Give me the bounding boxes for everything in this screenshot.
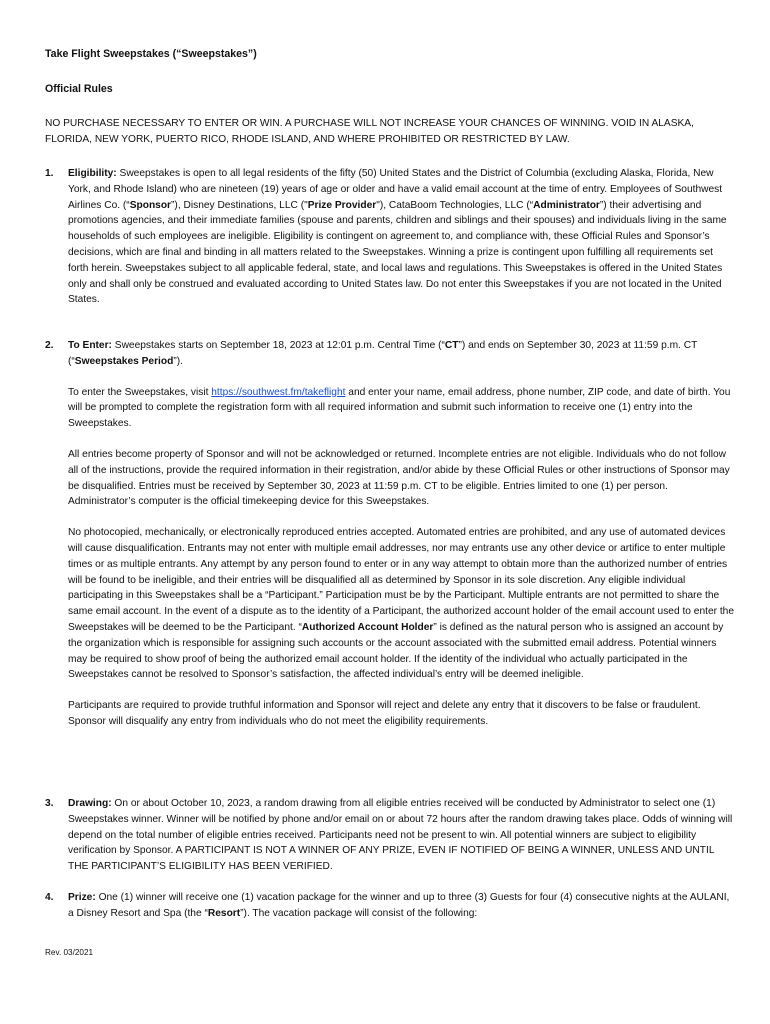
defined-term: CT <box>444 340 459 351</box>
text-run: ” is defined as the natural person who is assigned an account by the organization which is responsible for assigning such accounts or the account associated with the submitted email address. Potential winners may be required to show proof of being the authorized email account holder. If the identity of the individual who actually participated in the Sweepstakes cannot be resolved to Sponsor’s satisfaction, the affected individual’s entry will be deemed ineligible. <box>68 621 724 681</box>
section-label: Eligibility: <box>68 168 117 179</box>
text-run: To enter the Sweepstakes, visit <box>68 386 212 398</box>
text-run: and enter your name, email address, phone number, ZIP code, and date of birth. You will be prompted to complete the registration form with all required information and submit such information to receive one (1) entry into the Sweepstakes. <box>68 386 731 430</box>
text-run: "), CataBoom Technologies, LLC (“ <box>376 199 534 211</box>
text-run: ”) and ends on September 30, 2023 at 11:59 p.m. CT (“ <box>68 340 698 367</box>
section-to-enter <box>45 338 735 745</box>
text-run: ”), Disney Destinations, LLC (" <box>171 199 308 211</box>
text-run: ”) their advertising and promotions agencies, and their immediate families (spouse and parents, children and siblings and their spouses) and individuals living in the same households of such employees are ineligible. Eligibility is contingent on agreement to, and compliance with, these Official Rules and Sponsor’s decisions, which are final and binding in all matters related to the Sweepstakes. Winning a prize is contingent upon fulfilling all requirements set forth herein. Sweepstakes subject to all applicable federal, state, and local laws and regulations. This Sweepstakes is offered in the United States only and shall only be construed and evaluated according to United States law. Do not enter this Sweepstakes if you are not located in the United States. <box>68 199 727 306</box>
text-run: Sweepstakes is open to all legal residents of the fifty (50) United States and the District of Columbia (excluding Alaska, Florida, New York, and Rhode Island) who are nineteen (19) years of age or older and have a valid email account at the time of entry. Employees of Southwest Airlines Co. (“ <box>68 168 723 211</box>
defined-term: Sweepstakes Period <box>74 355 174 367</box>
reproduced-entries-paragraph <box>68 525 735 683</box>
section-number: 4. <box>45 892 54 903</box>
defined-term: Prize Provider <box>307 199 377 211</box>
how-to-enter-paragraph <box>68 385 735 432</box>
section-label: Drawing: <box>68 798 112 809</box>
text-run: One (1) winner will receive one (1) vacation package for the winner and up to three (3) Guests for four (4) consecutive nights at the AULANI, a Disney Resort and Spa (the “ <box>68 892 730 919</box>
text-run: ”). The vacation package will consist of the following: <box>240 907 478 919</box>
revision-footer: Rev. 03/2021 <box>45 948 94 957</box>
section-prize <box>45 890 735 937</box>
section-number: 2. <box>45 340 54 351</box>
defined-term: Authorized Account Holder <box>301 621 434 633</box>
document-title: Take Flight Sweepstakes (“Sweepstakes”) <box>45 48 257 60</box>
text-run: ”). <box>173 355 183 367</box>
entries-property-paragraph: All entries become property of Sponsor and will not be acknowledged or returned. Incomplete entries are not eligible. Individuals who do not follow all of the instructions, provide the required information in their registration, and/or abide by these Official Rules or other instructions of Sponsor may be disqualified. Entries must be received by September 30, 2023 at 11:59 p.m. CT to be eligible. Entries limited to one (1) per person. Administrator’s computer is the official timekeeping device for this Sweepstakes. <box>68 448 730 508</box>
prize-paragraph <box>68 890 735 922</box>
no-purchase-notice: NO PURCHASE NECESSARY TO ENTER OR WIN. A PURCHASE WILL NOT INCREASE YOUR CHANCES OF WINNING. VOID IN ALASKA, FLORIDA, NEW YORK, PUERTO RICO, RHODE ISLAND, AND WHERE PROHIBITED OR RESTRICTED BY LAW. <box>45 118 694 145</box>
defined-term: Sponsor <box>129 199 172 211</box>
defined-term: Resort <box>207 907 241 919</box>
section-label: Prize: <box>68 892 96 903</box>
takeflight-link[interactable]: https://southwest.fm/takeflight <box>211 386 346 398</box>
entry-period-paragraph <box>68 338 735 370</box>
section-drawing <box>45 796 735 890</box>
official-rules-heading: Official Rules <box>45 83 113 95</box>
defined-term: Administrator <box>533 199 600 211</box>
text-run: On or about October 10, 2023, a random drawing from all eligible entries received will be conducted by Administrator to select one (1) Sweepstakes winner. Winner will be notified by phone and/or email on or about 72 hours after the random drawing takes place. Odds of winning will depend on the total number of eligible entries received. Participants need not be present to win. All potential winners are subject to eligibility verification by Sponsor. A PARTICIPANT IS NOT A WINNER OF ANY PRIZE, EVEN IF NOTIFIED OF BEING A WINNER, UNLESS AND UNTIL THE PARTICIPANT’S ELIGIBILITY HAS BEEN VERIFIED. <box>68 798 733 873</box>
truthful-information-paragraph: Participants are required to provide truthful information and Sponsor will reject and delete any entry that it discovers to be false or fraudulent. Sponsor will disqualify any entry from individuals who do not meet the eligibility requirements. <box>68 700 701 727</box>
text-run: No photocopied, mechanically, or electronically reproduced entries accepted. Automated entries are prohibited, and any use of automated devices will cause disqualification. Entrants may not enter with multiple email addresses, nor may entrants use any other device or artifice to enter multiple times or as multiple entrants. Any attempt by any person found to enter or in any way attempt to obtain more than the authorized number of entries will be found to be ineligible, and their entries will be disqualified all as determined by Sponsor in its sole discretion. Any eligible individual participating in this Sweepstakes shall be a “Participant.” Participation must be by the Participant. Multiple entrants are not permitted to share the same email account. In the event of a dispute as to the identity of a Participant, the authorized account holder of the email account used to enter the Sweepstakes will be deemed to be the Participant. “ <box>68 527 734 633</box>
section-number: 1. <box>45 168 54 179</box>
section-eligibility <box>45 166 735 323</box>
section-label: To Enter: <box>68 340 112 351</box>
eligibility-paragraph <box>68 166 735 308</box>
section-number: 3. <box>45 798 54 809</box>
text-run: Sweepstakes starts on September 18, 2023 at 12:01 p.m. Central Time (“ <box>111 340 445 351</box>
drawing-paragraph <box>68 796 735 875</box>
